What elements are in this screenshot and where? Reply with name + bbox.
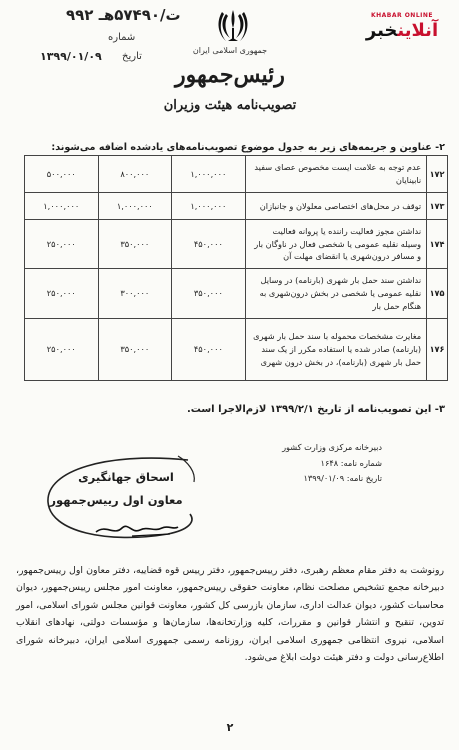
fine-amount-3: ۵۰۰,۰۰۰: [25, 156, 99, 193]
violation-description: توقف در محل‌های اختصاصی معلولان و جانبازان: [245, 193, 426, 220]
fine-amount-1: ۴۵۰,۰۰۰: [172, 220, 246, 269]
distribution-list: رونوشت به دفتر مقام معظم رهبری، دفتر رییس‌جمهور، دفتر رییس قوه قضاییه، دفتر معاون اول رییس‌جمهور، دبیرخانه مجمع تشخیص مصلحت نظام، معاونت حقوقی رییس‌جمهور، معاونت امور مجلس رییس‌جمهور، دیوان محاسبات کشور، دیوان عدالت اداری، سازمان بازرسی کل کشور، معاونت قوانین مجلس شورای اسلامی، امور تدوین، تنقیح و انتشار قوانین و مقررات، کلیه وزارتخانه‌ها، سازمان‌ها و مؤسسات دولتی، نهادهای انقلاب اسلامی، نیروی انتظامی جمهوری اسلامی ایران، روزنامه رسمی جمهوری اسلامی ایران، دبیرخانه شورای اطلاع‌رسانی دولت و دفتر هیئت دولت ابلاغ می‌شود.: [16, 565, 444, 663]
fine-amount-2: ۳۵۰,۰۰۰: [98, 319, 172, 381]
table-row: [25, 220, 448, 269]
table-row: [25, 269, 448, 319]
fine-amount-3: ۲۵۰,۰۰۰: [25, 269, 99, 319]
violation-description: عدم توجه به علامت ایست مخصوص عصای سفید نابینایان: [245, 156, 426, 193]
cabinet-resolution-title: تصویب‌نامه هیئت وزیران: [163, 98, 297, 113]
fine-amount-2: ۸۰۰,۰۰۰: [98, 156, 172, 193]
fine-amount-2: ۱,۰۰۰,۰۰۰: [98, 193, 172, 220]
fine-amount-3: ۲۵۰,۰۰۰: [25, 319, 99, 381]
fine-amount-3: ۱,۰۰۰,۰۰۰: [25, 193, 99, 220]
fine-amount-1: ۱,۰۰۰,۰۰۰: [172, 193, 246, 220]
fine-amount-1: ۳۵۰,۰۰۰: [172, 269, 246, 319]
fine-amount-2: ۳۰۰,۰۰۰: [98, 269, 172, 319]
president-title: رئیس‌جمهور: [175, 62, 285, 88]
row-number: ۱۷۳: [427, 193, 448, 220]
stamp-office: دبیرخانه مرکزی وزارت کشور: [282, 442, 382, 452]
ministry-stamp: [232, 440, 382, 487]
fine-amount-1: ۴۵۰,۰۰۰: [172, 319, 246, 381]
section-heading: ۲- عناوین و جریمه‌های زیر به جدول موضوع تصویب‌نامه‌های یادشده اضافه می‌شوند:: [51, 142, 445, 153]
handwritten-signature-icon: [92, 518, 182, 540]
row-number: ۱۷۲: [427, 156, 448, 193]
signer-title: معاون اول رییس‌جمهور: [49, 493, 183, 507]
fines-table: [24, 155, 448, 381]
number-label: شماره: [108, 32, 136, 43]
violation-description: نداشتن مجوز فعالیت راننده یا پروانه فعالیت وسیله نقلیه عمومی یا شخصی فعال در ناوگان بار و مسافر درون‌شهری یا انقضای مهلت آن: [245, 220, 426, 269]
row-number: ۱۷۵: [427, 269, 448, 319]
row-number: ۱۷۴: [427, 220, 448, 269]
date-value: ۱۳۹۹/۰۱/۰۹: [40, 50, 102, 63]
fine-amount-3: ۲۵۰,۰۰۰: [25, 220, 99, 269]
stamp-letter-date: تاریخ نامه: ۱۳۹۹/۰۱/۰۹: [303, 473, 382, 484]
logo-black-part: خبر: [365, 20, 398, 41]
page-number: ۲: [226, 721, 234, 734]
khabaronline-logo: [360, 20, 444, 41]
logo-tagline: KHABAR ONLINE: [370, 12, 434, 19]
fine-amount-1: ۱,۰۰۰,۰۰۰: [172, 156, 246, 193]
signer-name: اسحاق جهانگیری: [78, 470, 174, 484]
fine-amount-2: ۳۵۰,۰۰۰: [98, 220, 172, 269]
republic-title: جمهوری اسلامی ایران: [192, 46, 268, 55]
violation-description: نداشتن سند حمل بار شهری (بارنامه) در وسایل نقلیه عمومی یا شخصی در بخش درون‌شهری به هنگام حمل بار: [245, 269, 426, 319]
table-row: [25, 319, 448, 381]
row-number: ۱۷۶: [427, 319, 448, 381]
date-label: تاریخ: [122, 51, 142, 62]
table-row: [25, 156, 448, 193]
effective-date-note: ۳- این تصویب‌نامه از تاریخ ۱۳۹۹/۲/۱ لازم‌الاجرا است.: [186, 404, 445, 415]
logo-red-part: آنلاین: [397, 20, 439, 41]
violation-description: مغایرت مشخصات محموله با سند حمل بار شهری (بارنامه) صادر شده یا استفاده مکرر از یک سند حمل بار شهری (بارنامه)، در بخش درون شهری: [245, 319, 426, 381]
table-row: [25, 193, 448, 220]
stamp-letter-number: شماره نامه: ۱۶۴۸: [320, 457, 382, 468]
letter-number: ۹۹۲ ت/۵۷۴۹۰هـ: [66, 6, 181, 24]
iran-emblem-icon: [216, 8, 250, 44]
